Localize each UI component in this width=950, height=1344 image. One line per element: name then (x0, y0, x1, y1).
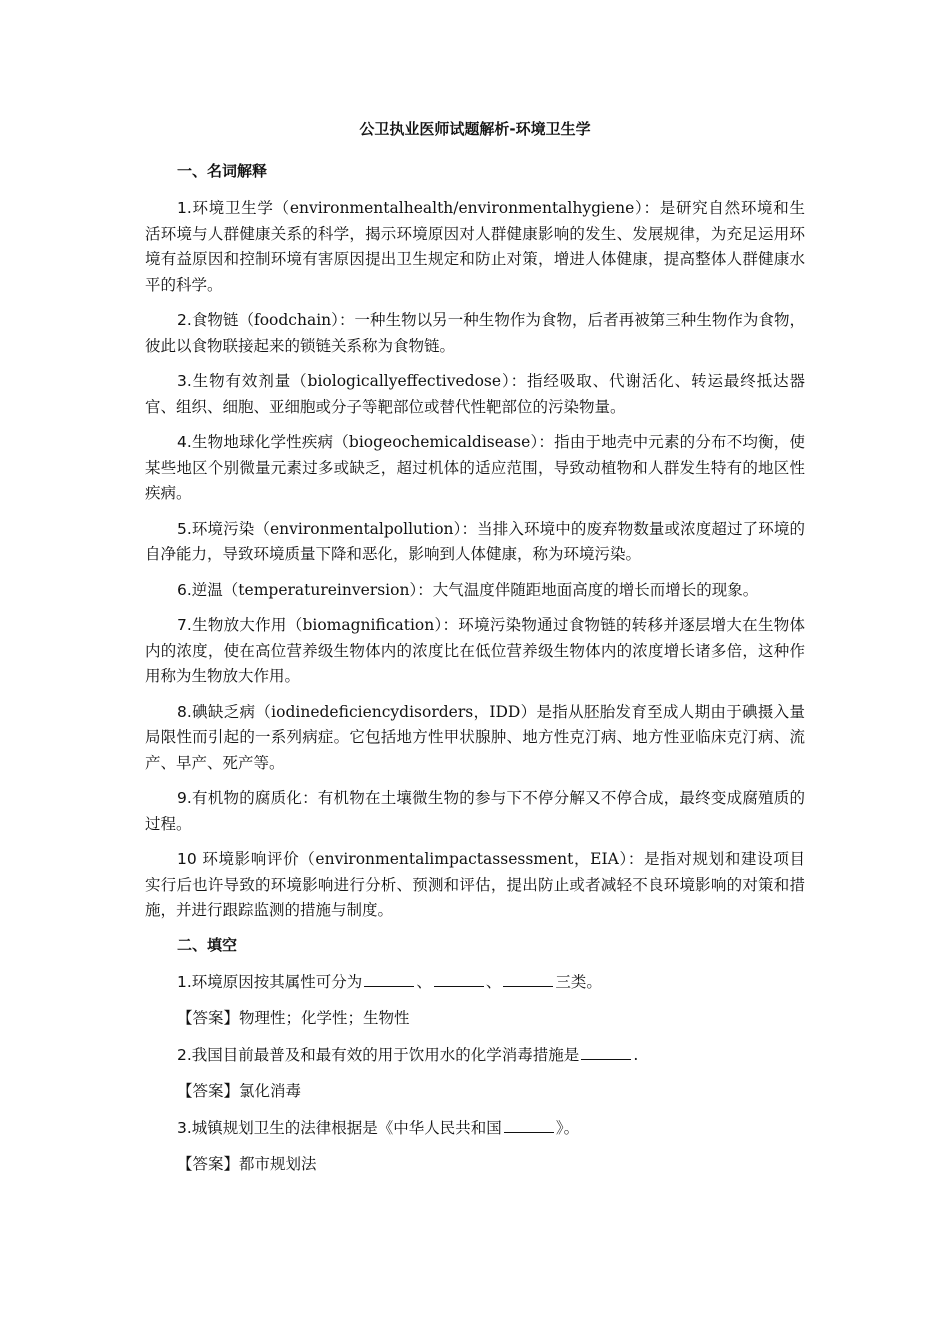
question-1 (145, 970, 805, 996)
question-text: 我国目前最普及和最有效的用于饮用水的化学消毒措施是 (191, 1045, 580, 1064)
question-text: 环境原因按其属性可分为 (191, 972, 363, 991)
definition-item (145, 369, 805, 420)
item-text: 碘缺乏病（iodinedeficiencydisorders，IDD）是指从胚胎发育至成人期由于碘摄入量局限性而引起的一系列病症。它包括地方性甲状腺肿、地方性克汀病、地方性亚临床克汀病、流产、早产、死产等。 (145, 702, 805, 772)
question-text-end: 》。 (555, 1118, 580, 1137)
item-text: 生物地球化学性疾病（biogeochemicaldisease）：指由于地壳中元素的分布不均衡，使某些地区个别微量元素过多或缺乏，超过机体的适应范围，导致动植物和人群发生特有的地区性疾病。 (145, 433, 805, 502)
item-number: 8. (177, 702, 192, 721)
item-text: 有机物的腐质化：有机物在土壤微生物的参与下不停分解又不停合成，最终变成腐殖质的过程。 (145, 789, 805, 833)
item-text: 环境卫生学（environmentalhealth/environmentalhygiene）：是研究自然环境和生活环境与人群健康关系的科学，揭示环境原因对人群健康影响的发生、发展规律，为充足运用环境有益原因和控制环境有害原因提出卫生规定和防止对策，增进人体健康，提高整体人群健康水平的科学。 (145, 199, 805, 294)
question-number: 3. (177, 1118, 192, 1137)
definition-item (145, 786, 805, 837)
definition-item (145, 308, 805, 359)
item-text: 生物有效剂量（biologicallyeffectivedose）：指经吸取、代谢活化、转运最终抵达器官、组织、细胞、亚细胞或分子等靶部位或替代性靶部位的污染物量。 (145, 372, 805, 416)
item-text: 逆温（temperatureinversion）：大气温度伴随距地面高度的增长而增长的现象。 (191, 580, 759, 599)
definition-item (145, 578, 805, 604)
item-number: 3. (177, 372, 192, 390)
answer-blank (364, 971, 414, 987)
item-number: 10 (177, 850, 203, 868)
question-3 (145, 1116, 805, 1142)
item-number: 6. (177, 580, 192, 599)
item-number: 2. (177, 311, 192, 329)
question-text: 城镇规划卫生的法律根据是《中华人民共和国 (191, 1118, 502, 1137)
section-heading-definitions: 一、名词解释 (177, 162, 268, 180)
question-text-end: . (633, 1045, 639, 1064)
item-text: 食物链（foodchain）：一种生物以另一种生物作为食物，后者再被第三种生物作为食物，彼此以食物联接起来的锁链关系称为食物链。 (145, 311, 805, 355)
definition-item (145, 613, 805, 690)
item-number: 9. (177, 789, 192, 807)
answer-blank (504, 1117, 554, 1133)
answer-2: 【答案】氯化消毒 (177, 1082, 302, 1100)
question-number: 1. (177, 972, 192, 991)
definition-item (145, 700, 805, 777)
definition-item (145, 517, 805, 568)
separator: 、 (416, 972, 432, 991)
answer-1: 【答案】物理性；化学性；生物性 (177, 1009, 410, 1027)
answer-blank (581, 1044, 631, 1060)
item-number: 5. (177, 519, 192, 538)
item-number: 1. (177, 199, 192, 217)
section-heading-fill-blank: 二、填空 (177, 935, 238, 954)
item-text: 环境污染（environmentalpollution）：当排入环境中的废弃物数量或浓度超过了环境的自净能力，导致环境质量下降和恶化，影响到人体健康，称为环境污染。 (145, 519, 805, 563)
item-number: 4. (177, 433, 192, 451)
item-text: 生物放大作用（biomagnification）：环境污染物通过食物链的转移并逐层增大在生物体内的浓度，使在高位营养级生物体内的浓度比在低位营养级生物体内的浓度增长诸多倍，这种作用称为生物放大作用。 (145, 616, 805, 685)
definition-item (145, 430, 805, 507)
item-number: 7. (177, 616, 192, 634)
definition-item (145, 196, 805, 298)
item-text: 环境影响评价（environmentalimpactassessment，EIA）：是指对规划和建设项目实行后也许导致的环境影响进行分析、预测和评估，提出防止或者减轻不良环境影响的对策和措施，并进行跟踪监测的措施与制度。 (145, 850, 805, 919)
question-text-end: 三类。 (555, 972, 602, 991)
document-title: 公卫执业医师试题解析-环境卫生学 (359, 120, 591, 138)
document-page (145, 118, 805, 1189)
separator: 、 (485, 972, 502, 991)
definition-item (145, 847, 805, 924)
answer-blank (503, 971, 553, 987)
question-2 (145, 1043, 805, 1069)
answer-3: 【答案】都市规划法 (177, 1155, 317, 1173)
answer-blank (434, 971, 484, 987)
question-number: 2. (177, 1045, 192, 1064)
